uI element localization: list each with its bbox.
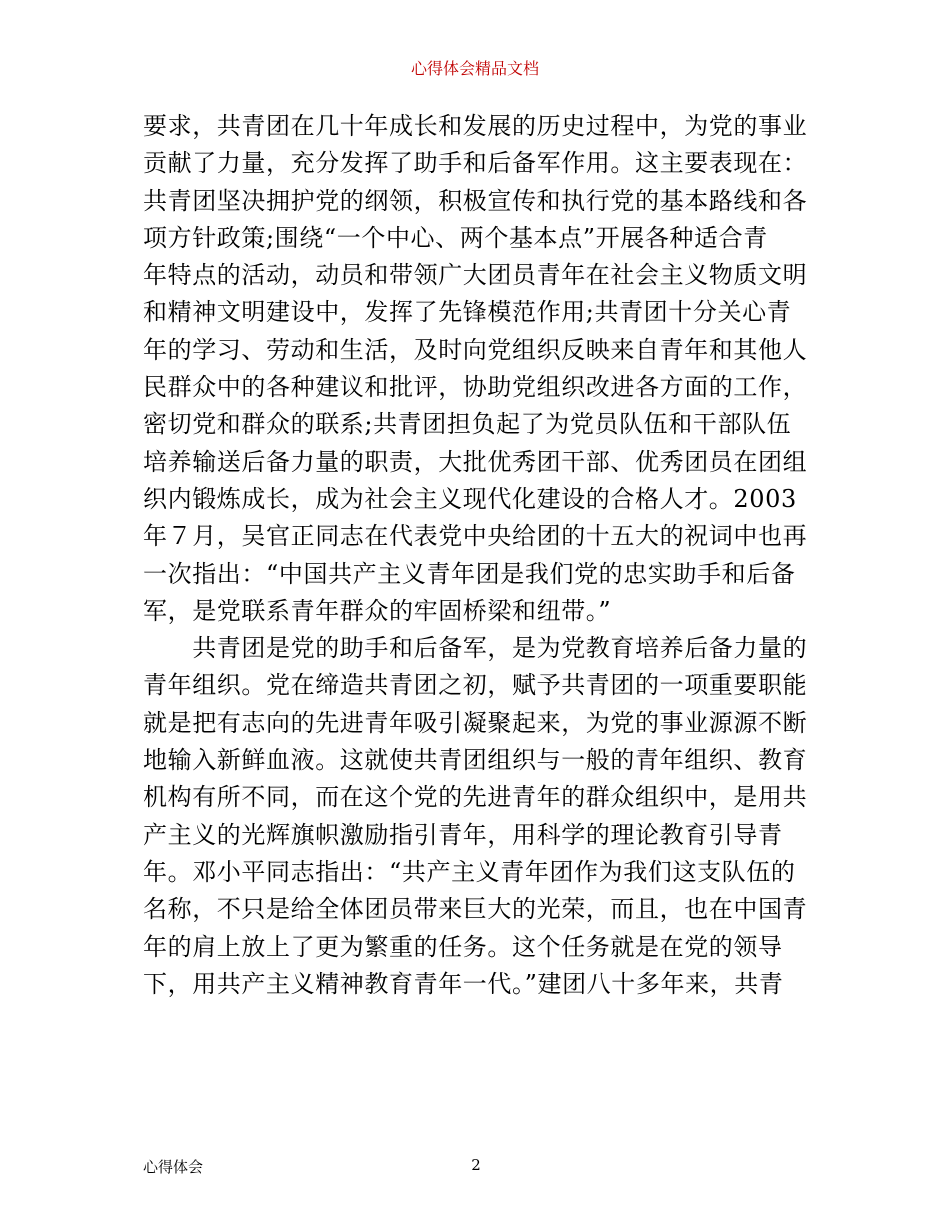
- text-line: 年特点的活动，动员和带领广大团员青年在社会主义物质文明: [143, 261, 808, 290]
- text-line: 贡献了力量，充分发挥了助手和后备军作用。这主要表现在：: [143, 149, 808, 178]
- text-line: 共青团是党的助手和后备军，是为党教育培养后备力量的: [143, 634, 808, 663]
- page-number: 2: [471, 1156, 481, 1174]
- text-line: 年７月，吴官正同志在代表党中央给团的十五大的祝词中也再: [143, 522, 808, 551]
- text-line: 培养输送后备力量的职责，大批优秀团干部、优秀团员在团组: [143, 447, 808, 476]
- text-line: 青年组织。党在缔造共青团之初，赋予共青团的一项重要职能: [143, 671, 808, 700]
- page-header-title: 心得体会精品文档: [410, 59, 539, 78]
- text-line: 年的学习、劳动和生活，及时向党组织反映来自青年和其他人: [143, 335, 808, 364]
- document-body: [143, 108, 823, 1003]
- text-line: 下，用共产主义精神教育青年一代。”建团八十多年来，共青: [143, 969, 784, 998]
- text-line: 和精神文明建设中，发挥了先锋模范作用;共青团十分关心青: [143, 298, 792, 327]
- text-line: 一次指出：“中国共产主义青年团是我们党的忠实助手和后备: [143, 559, 796, 588]
- text-line: 共青团坚决拥护党的纲领，积极宣传和执行党的基本路线和各: [143, 186, 808, 215]
- text-line: 就是把有志向的先进青年吸引凝聚起来，为党的事业源源不断: [143, 708, 808, 737]
- text-line: 产主义的光辉旗帜激励指引青年，用科学的理论教育引导青: [143, 820, 783, 849]
- text-line: 机构有所不同，而在这个党的先进青年的群众组织中，是用共: [143, 783, 808, 812]
- text-line: 项方针政策;围绕“一个中心、两个基本点”开展各种适合青: [143, 223, 768, 252]
- text-line: 地输入新鲜血液。这就使共青团组织与一般的青年组织、教育: [143, 746, 808, 775]
- text-line: 年的肩上放上了更为繁重的任务。这个任务就是在党的领导: [143, 932, 783, 961]
- text-line: 密切党和群众的联系;共青团担负起了为党员队伍和干部队伍: [143, 410, 792, 439]
- text-line: 织内锻炼成长，成为社会主义现代化建设的合格人才。2003: [143, 484, 797, 513]
- footer-label: 心得体会: [143, 1158, 204, 1176]
- text-line: 要求，共青团在几十年成长和发展的历史过程中，为党的事业: [143, 112, 808, 140]
- text-line: 军，是党联系青年群众的牢固桥梁和纽带。”: [143, 596, 612, 625]
- text-line: 民群众中的各种建议和批评，协助党组织改进各方面的工作，: [143, 373, 808, 402]
- text-line: 年。邓小平同志指出：“共产主义青年团作为我们这支队伍的: [143, 857, 796, 886]
- text-line: 名称，不只是给全体团员带来巨大的光荣，而且，也在中国青: [143, 895, 808, 924]
